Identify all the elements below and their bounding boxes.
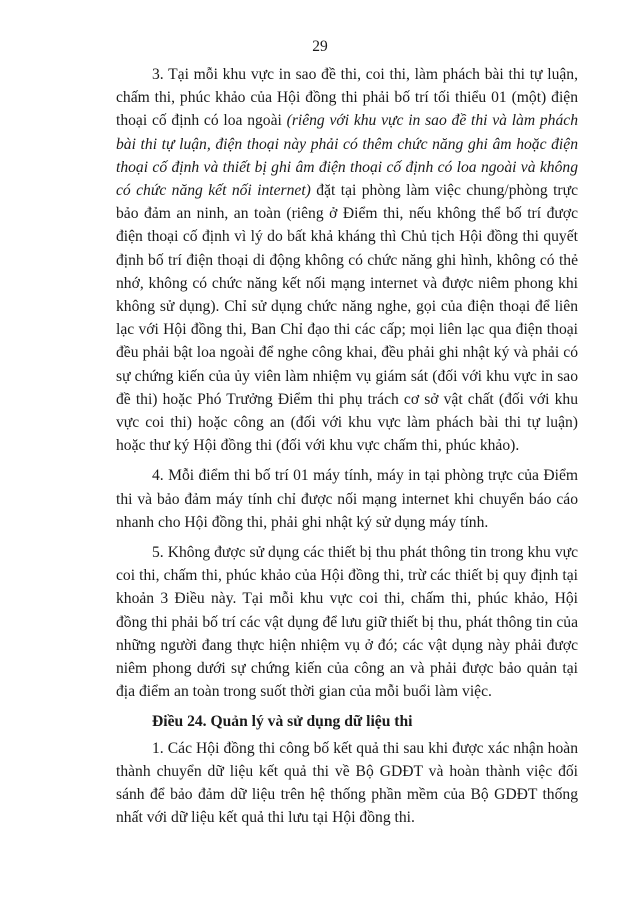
paragraph-article-24-clause-1: 1. Các Hội đồng thi công bố kết quả thi sau khi được xác nhận hoàn thành chuyển dữ liệu kết quả thi về Bộ GDĐT và hoàn thành việc đối sánh để bảo đảm dữ liệu trên hệ thống phần mềm của Bộ GDĐT thống nhất với dữ liệu kết quả thi lưu tại Hội đồng thi. (116, 739, 578, 827)
clause-3-text-start: 3. Tại mỗi khu vực in sao đề thi, coi thi, làm phách bài thi tự luận, chấm thi, phúc khảo của Hội đồng thi phải bố trí tối thiểu 01 (một) điện thoại cố định có loa ngoài (116, 66, 578, 130)
article-24-heading: Điều 24. Quản lý và sử dụng dữ liệu thi (152, 713, 413, 731)
document-body (116, 63, 578, 837)
clause-3-italic-note: (riêng với khu vực in sao đề thi và làm phách bài thi tự luận, điện thoại này phải có thêm chức năng ghi âm hoặc điện thoại cố định và thiết bị ghi âm điện thoại cố định có loa ngoài và không có chức năng kết nối internet) (116, 112, 578, 200)
paragraph-clause-4: 4. Mỗi điểm thi bố trí 01 máy tính, máy in tại phòng trực của Điểm thi và bảo đảm máy tính chỉ được nối mạng internet khi chuyển báo cáo nhanh cho Hội đồng thi, phải ghi nhật ký sử dụng máy tính. (116, 467, 578, 531)
paragraph-clause-5: 5. Không được sử dụng các thiết bị thu phát thông tin trong khu vực coi thi, chấm thi, phúc khảo của Hội đồng thi, trừ các thiết bị quy định tại khoản 3 Điều này. Tại mỗi khu vực coi thi, chấm thi, phúc khảo, Hội đồng thi phải bố trí các vật dụng để lưu giữ thiết bị thu, phát thông tin của những người đang thực hiện nhiệm vụ ở đó; các vật dụng này phải được niêm phong dưới sự chứng kiến của công an và phải được bảo quản tại địa điểm an toàn trong suốt thời gian của mỗi buổi làm việc. (116, 544, 578, 701)
paragraph-clause-3 (116, 63, 578, 457)
clause-3-text-end: đặt tại phòng làm việc chung/phòng trực bảo đảm an ninh, an toàn (riêng ở Điểm thi, nếu không thể bố trí được điện thoại cố định vì lý do bất khả kháng thì Chủ tịch Hội đồng thi quyết định bố trí điện thoại di động không có chức năng ghi hình, không có thẻ nhớ, không có chức năng kết nối mạng internet và được niêm phong khi không sử dụng). Chỉ sử dụng chức năng nghe, gọi của điện thoại để liên lạc với Hội đồng thi, Ban Chỉ đạo thi các cấp; mọi liên lạc qua điện thoại đều phải bật loa ngoài để nghe công khai, đều phải ghi nhật ký và phải có sự chứng kiến của ủy viên làm nhiệm vụ giám sát (đối với khu vực in sao đề thi) hoặc Phó Trưởng Điểm thi phụ trách cơ sở vật chất (đối với khu vực coi thi) hoặc công an (đối với khu vực làm phách bài thi tự luận) hoặc thư ký Hội đồng thi (đối với khu vực chấm thi, phúc khảo). (116, 182, 579, 455)
page-number: 29 (312, 38, 328, 55)
